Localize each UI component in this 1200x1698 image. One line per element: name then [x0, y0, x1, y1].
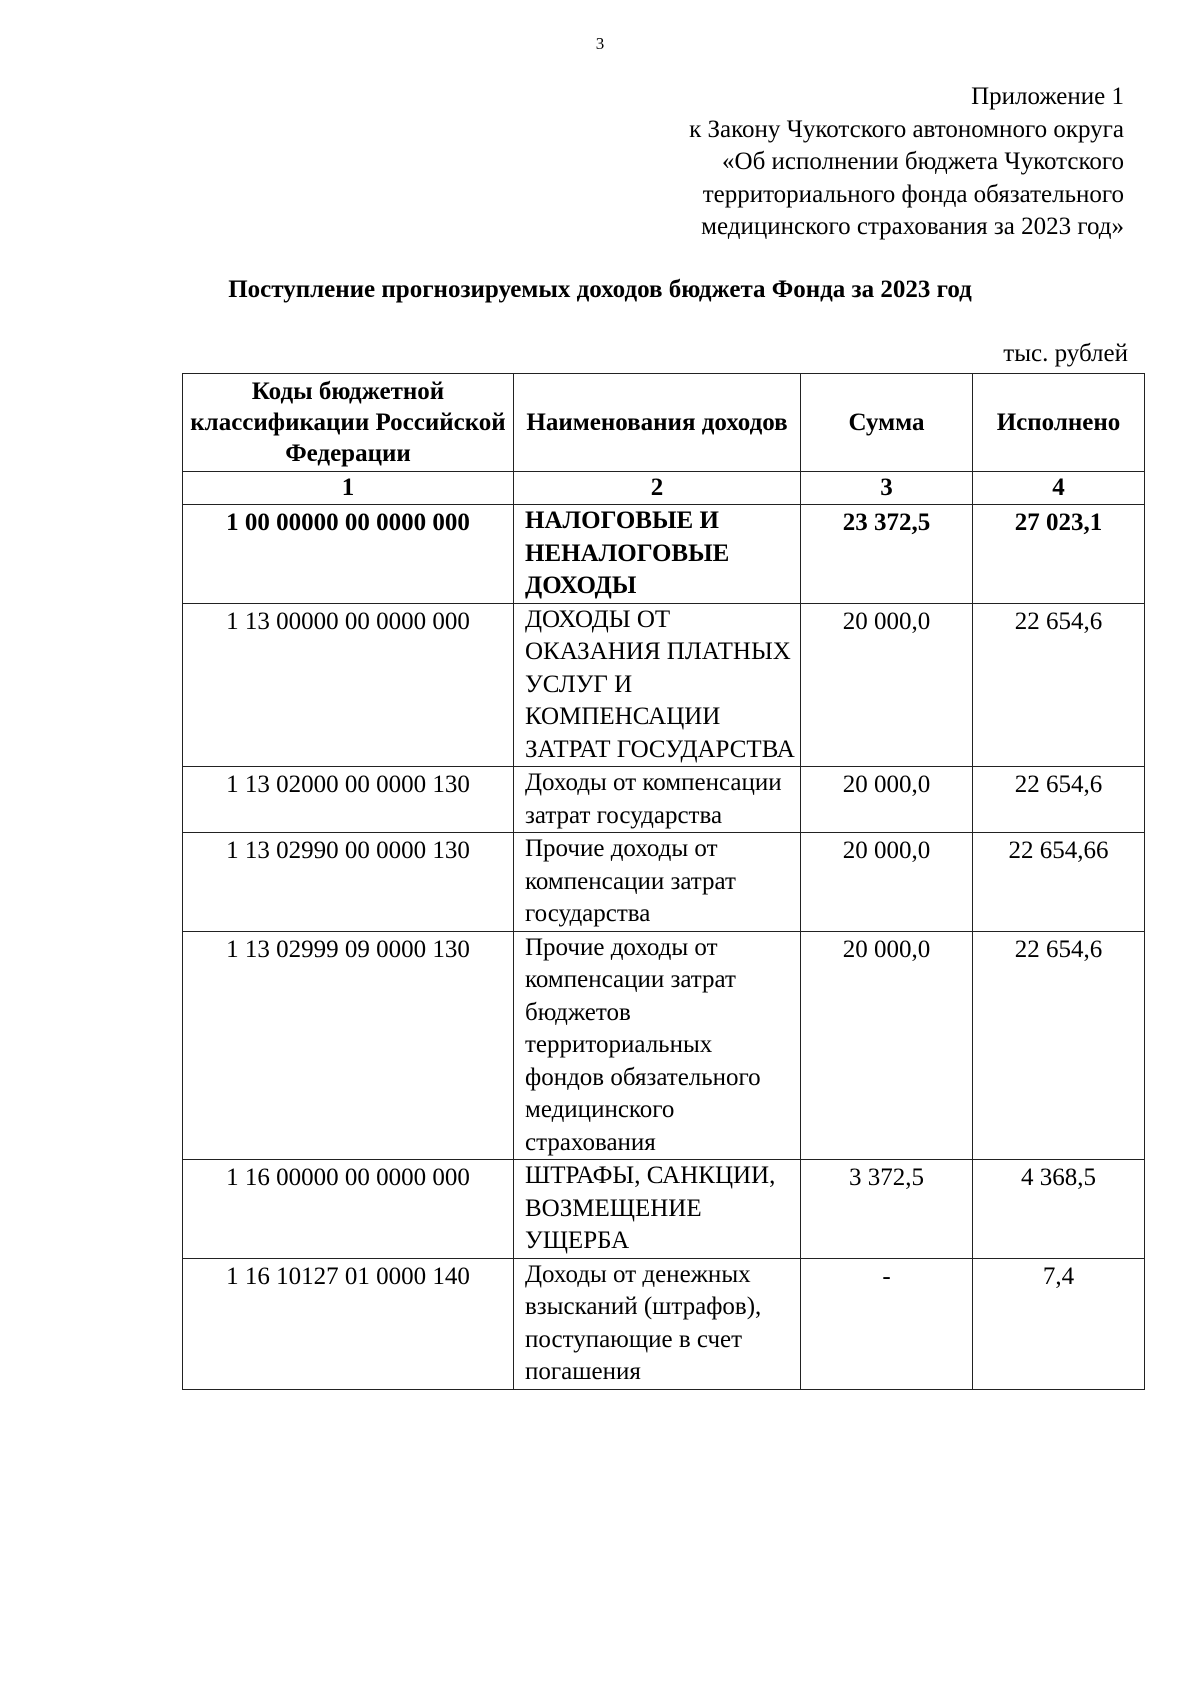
table-row: [183, 1258, 1145, 1389]
executed-sum: 7,4: [973, 1258, 1145, 1389]
appendix-line: медицинского страхования за 2023 год»: [701, 213, 1124, 240]
document-title: Поступление прогнозируемых доходов бюджета Фонда за 2023 год: [228, 276, 972, 303]
income-name: ШТРАФЫ, САНКЦИИ, ВОЗМЕЩЕНИЕ УЩЕРБА: [514, 1160, 801, 1259]
column-number: 2: [514, 472, 801, 505]
budget-code: 1 13 02990 00 0000 130: [183, 833, 514, 932]
appendix-line: «Об исполнении бюджета Чукотского: [722, 148, 1124, 175]
units-label: тыс. рублей: [1003, 340, 1128, 367]
column-number: 3: [801, 472, 973, 505]
column-number: 1: [183, 472, 514, 505]
column-number-row: [183, 472, 1145, 505]
executed-sum: 22 654,6: [973, 603, 1145, 767]
appendix-line: к Закону Чукотского автономного округа: [689, 115, 1124, 143]
budget-code: 1 16 00000 00 0000 000: [183, 1160, 514, 1259]
budget-code: 1 13 00000 00 0000 000: [183, 603, 514, 767]
budget-code: 1 00 00000 00 0000 000: [183, 505, 514, 604]
executed-sum: 4 368,5: [973, 1160, 1145, 1259]
table-row: [183, 931, 1145, 1160]
table-row: [183, 767, 1145, 833]
executed-sum: 27 023,1: [973, 505, 1145, 604]
planned-sum: 20 000,0: [801, 603, 973, 767]
header-sum: Сумма: [801, 374, 973, 472]
planned-sum: 20 000,0: [801, 767, 973, 833]
income-name: Доходы от денежных взысканий (штрафов), поступающие в счет погашения: [514, 1258, 801, 1389]
table-row: [183, 603, 1145, 767]
table-row: [183, 1160, 1145, 1259]
income-name: НАЛОГОВЫЕ И НЕНАЛОГОВЫЕ ДОХОДЫ: [514, 505, 801, 604]
header-code: Коды бюджетной классификации Российской Федерации: [183, 374, 514, 472]
column-number: 4: [973, 472, 1145, 505]
appendix-line: территориального фонда обязательного: [702, 180, 1124, 208]
page-number: 3: [595, 34, 605, 53]
income-name: Прочие доходы от компенсации затрат бюджетов территориальных фондов обязательного медицинского страхования: [514, 931, 801, 1160]
table-row: [183, 833, 1145, 932]
income-name: Прочие доходы от компенсации затрат государства: [514, 833, 801, 932]
budget-code: 1 13 02000 00 0000 130: [183, 767, 514, 833]
budget-code: 1 13 02999 09 0000 130: [183, 931, 514, 1160]
income-name: ДОХОДЫ ОТ ОКАЗАНИЯ ПЛАТНЫХ УСЛУГ И КОМПЕНСАЦИИ ЗАТРАТ ГОСУДАРСТВА: [514, 603, 801, 767]
budget-code: 1 16 10127 01 0000 140: [183, 1258, 514, 1389]
header-done: Исполнено: [973, 374, 1145, 472]
table-row: [183, 505, 1145, 604]
executed-sum: 22 654,6: [973, 767, 1145, 833]
planned-sum: -: [801, 1258, 973, 1389]
planned-sum: 20 000,0: [801, 833, 973, 932]
table-header-row: [183, 374, 1145, 472]
income-table: [182, 373, 1145, 1390]
executed-sum: 22 654,6: [973, 931, 1145, 1160]
income-name: Доходы от компенсации затрат государства: [514, 767, 801, 833]
header-name: Наименования доходов: [514, 374, 801, 472]
appendix-block: [689, 81, 1124, 244]
planned-sum: 23 372,5: [801, 505, 973, 604]
planned-sum: 20 000,0: [801, 931, 973, 1160]
appendix-line: Приложение 1: [971, 83, 1124, 110]
executed-sum: 22 654,66: [973, 833, 1145, 932]
planned-sum: 3 372,5: [801, 1160, 973, 1259]
